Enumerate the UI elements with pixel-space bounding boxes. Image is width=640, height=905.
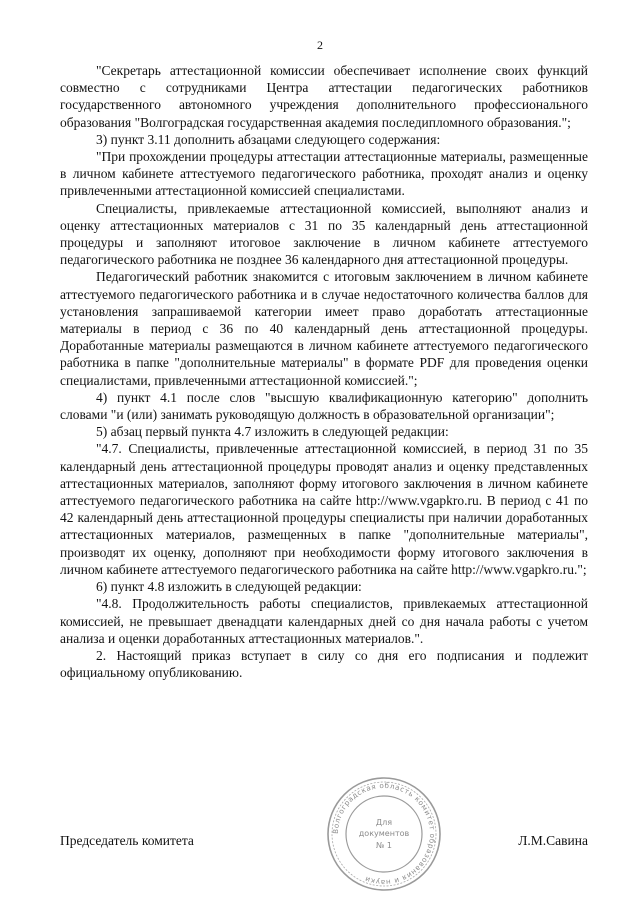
paragraph-item-5: 5) абзац первый пункта 4.7 изложить в следующей редакции:	[96, 424, 449, 440]
stamp-line-2: документов	[358, 829, 410, 838]
paragraph-specialists: Специалисты, привлекаемые аттестационной комиссией, выполняют анализ и оценку аттестационных материалов с 31 по 35 календарный день аттестационной процедуры и заполняют итоговое заключение в личном кабинете аттестуемого педагогического работника не позднее 36 календарного дня аттестационной процедуры.	[60, 200, 588, 268]
paragraph-attestation-materials: "При прохождении процедуры аттестации аттестационные материалы, размещенные в личном кабинете аттестуемого педагогического работника, проходят анализ и оценку привлеченными аттестационной комиссией специалистами.	[60, 149, 588, 199]
page-number: 2	[317, 38, 323, 52]
paragraph-clause-4-8: "4.8. Продолжительность работы специалистов, привлекаемых аттестационной комиссией, не превышает двенадцати календарных дней со дня начала работы с учетом анализа и оценки доработанных аттестационных материалов.".	[60, 596, 588, 646]
stamp-ring-text: Волгоградская область комитет образования и науки	[330, 780, 438, 888]
paragraph-pedagogical-worker: Педагогический работник знакомится с итоговым заключением в личном кабинете аттестуемого педагогического работника и в случае недостаточного количества баллов для установления запрашиваемой категории имеет право доработать аттестационные материалы в период с 36 по 40 календарный день аттестационной процедуры. Доработанные материалы размещаются в личном кабинете аттестуемого педагогического работника в папке "дополнительные материалы" в формате PDF для проведения оценки специалистами, привлеченными аттестационной комиссией.";	[60, 269, 588, 388]
stamp-line-1: Для	[375, 818, 393, 827]
stamp-line-3: № 1	[376, 841, 392, 850]
signatory-role: Председатель комитета	[60, 833, 194, 848]
official-stamp	[325, 775, 443, 893]
paragraph-item-4: 4) пункт 4.1 после слов "высшую квалификационную категорию" дополнить словами "и (или) занимать руководящую должность в образовательной организации";	[60, 389, 588, 423]
signatory-name: Л.М.Савина	[518, 833, 588, 848]
paragraph-item-6: 6) пункт 4.8 изложить в следующей редакции:	[96, 579, 362, 595]
paragraph-clause-4-7: "4.7. Специалисты, привлеченные аттестационной комиссией, в период 31 по 35 календарный день аттестационной процедуры проводят анализ и оценку представленных аттестационных материалов, заполняют форму итогового заключения в личном кабинете аттестуемого педагогического работника на сайте http://www.vgapkro.ru. В период с 41 по 42 календарный день аттестационной процедуры специалисты при наличии доработанных аттестационных материалов, размещенных в папке "дополнительные материалы", производят их оценку, дополняют при необходимости форму итогового заключения в личном кабинете аттестуемого педагогического работника на сайте http://www.vgapkro.ru.";	[60, 441, 588, 577]
document-body	[60, 62, 588, 681]
paragraph-secretary: "Секретарь аттестационной комиссии обеспечивает исполнение своих функций совместно с сотрудниками Центра аттестации педагогических работников государственного автономного учреждения дополнительного профессионального образования "Волгоградская государственная академия последипломного образования.";	[60, 63, 588, 130]
paragraph-item-3: 3) пункт 3.11 дополнить абзацами следующего содержания:	[96, 131, 441, 147]
paragraph-effective: 2. Настоящий приказ вступает в силу со дня его подписания и подлежит официальному опубликованию.	[60, 647, 588, 681]
